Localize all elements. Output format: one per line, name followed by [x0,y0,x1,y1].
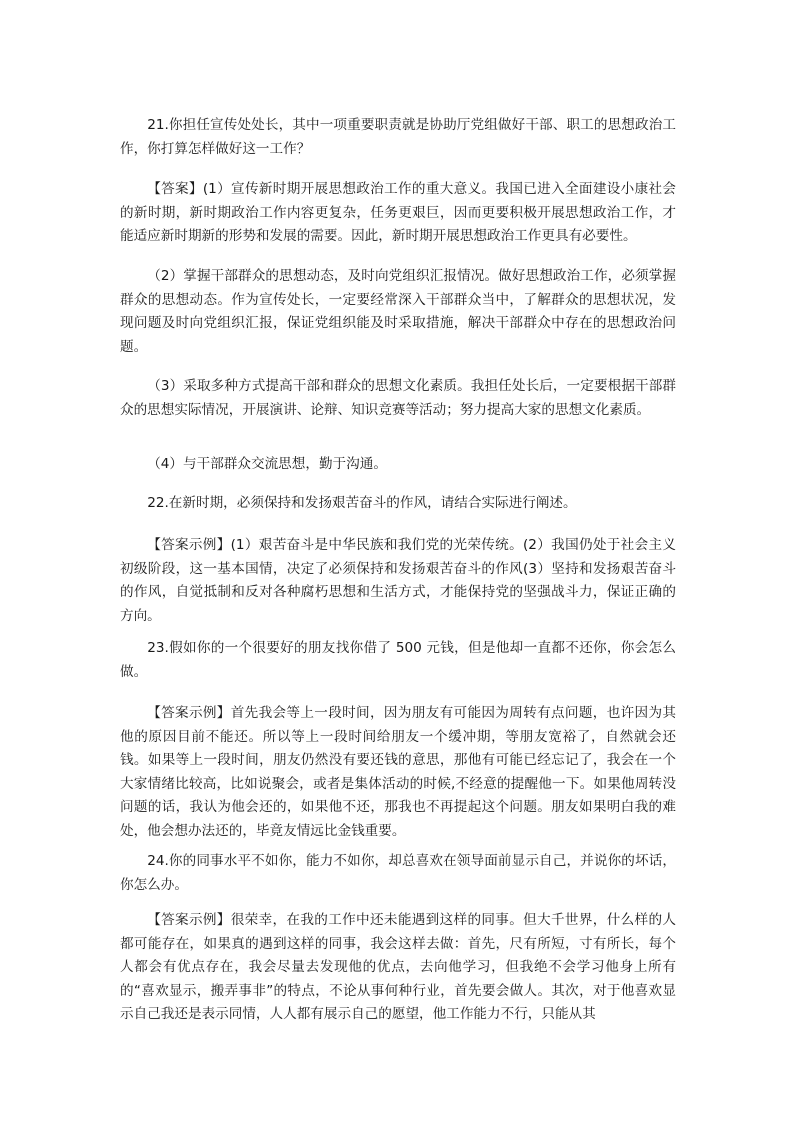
question-24: 24.你的同事水平不如你，能力不如你，却总喜欢在领导面前显示自己，并说你的坏话，你怎么办。 [120,853,676,893]
answer-24: 【答案示例】很荣幸，在我的工作中还未能遇到这样的同事。但大千世界，什么样的人都可能存在，如果真的遇到这样的同事，我会这样去做：首先，尺有所短，寸有所长，每个人都会有优点存在，我会尽量去发现他的优点，去向他学习，但我绝不会学习他身上所有的“喜欢显示，搬弄事非”的特点，不论从事何种行业，首先要会做人。其次，对于他喜欢显示自己我还是表示同情，人人都有展示自己的愿望，他工作能力不行，只能从其 [120,912,676,1022]
answer-23: 【答案示例】首先我会等上一段时间，因为朋友有可能因为周转有点问题，也许因为其他的原因目前不能还。所以等上一段时间给朋友一个缓冲期，等朋友宽裕了，自然就会还钱。如果等上一段时间，朋友仍然没有要还钱的意思，那他有可能已经忘记了，我会在一个大家情绪比较高，比如说聚会，或者是集体活动的时候,不经意的提醒他一下。如果他周转没问题的话，我认为他会还的，如果他不还，那我也不再提起这个问题。朋友如果明白我的难处，他会想办法还的，毕竟友情远比金钱重要。 [120,705,676,839]
answer-21-part-4: （4）与干部群众交流思想，勤于沟通。 [147,456,387,472]
answer-21-part-1: 【答案】(1）宣传新时期开展思想政治工作的重大意义。我国已进入全面建设小康社会的新时期，新时期政治工作内容更复杂，任务更艰巨，因而更要积极开展思想政治工作，才能适应新时期新的形势和发展的需要。因此，新时期开展思想政治工作更具有必要性。 [120,181,676,244]
question-22: 22.在新时期，必须保持和发扬艰苦奋斗的作风，请结合实际进行阐述。 [147,495,577,511]
question-21: 21.你担任宣传处处长，其中一项重要职责就是协助厅党组做好干部、职工的思想政治工作，你打算怎样做好这一工作？ [120,117,676,157]
answer-22: 【答案示例】(1）艰苦奋斗是中华民族和我们党的光荣传统。(2）我国仍处于社会主义初级阶段，这一基本国情，决定了必须保持和发扬艰苦奋斗的作风(3）坚持和发扬艰苦奋斗的作风，自觉抵制和反对各种腐朽思想和生活方式，才能保持党的坚强战斗力，保证正确的方向。 [120,537,676,624]
answer-21-part-3: （3）采取多种方式提高干部和群众的思想文化素质。我担任处长后，一定要根据干部群众的思想实际情况，开展演讲、论辩、知识竞赛等活动；努力提高大家的思想文化素质。 [120,378,676,418]
answer-21-part-2: （2）掌握干部群众的思想动态，及时向党组织汇报情况。做好思想政治工作，必须掌握群众的思想动态。作为宣传处长，一定要经常深入干部群众当中，了解群众的思想状况，发现问题及时向党组织汇报，保证党组织能及时采取措施，解决干部群众中存在的思想政治问题。 [120,268,676,355]
question-23: 23.假如你的一个很要好的朋友找你借了 500 元钱，但是他却一直都不还你，你会怎么做。 [120,640,676,680]
